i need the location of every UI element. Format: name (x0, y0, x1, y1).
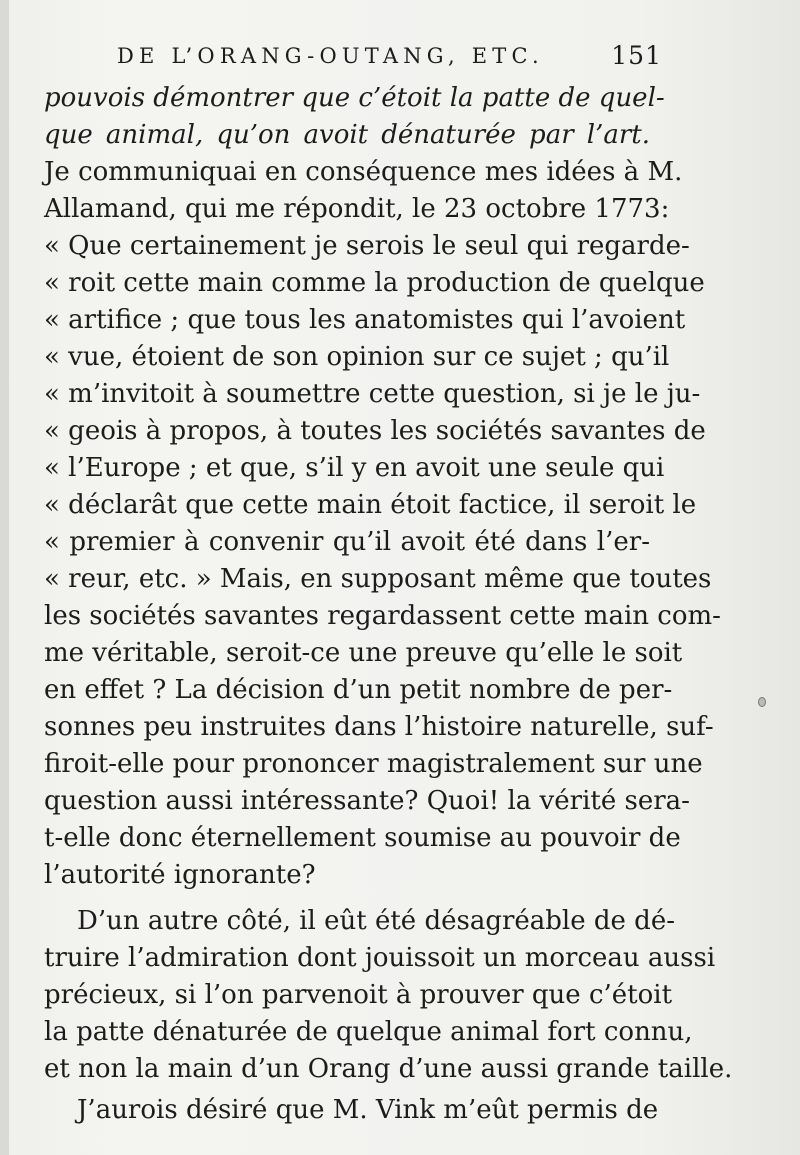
text-line: me véritable, seroit-ce une preuve qu’elle le soit (44, 638, 683, 668)
page-number: 151 (611, 41, 662, 70)
text-line: sonnes peu instruites dans l’histoire naturelle, suf- (44, 712, 714, 742)
text-line: « m’invitoit à soumettre cette question, si je le ju- (44, 379, 701, 409)
text-line: firoit-elle pour prononcer magistralement sur une (44, 749, 703, 779)
text-line: « roit cette main comme la production de quelque (44, 268, 705, 298)
text-line: « reur, etc. » Mais, en supposant même que toutes (44, 564, 712, 594)
paper-speck (758, 697, 766, 707)
text-line: les sociétés savantes regardassent cette main com- (44, 601, 721, 631)
text-line: en effet ? La décision d’un petit nombre de per- (44, 675, 673, 705)
running-head: DE L’ORANG-OUTANG, ETC. (117, 44, 544, 68)
page-header (117, 41, 662, 74)
text-line: D’un autre côté, il eût été désagréable de dé- (77, 906, 675, 936)
text-line: pouvois démontrer que c’étoit la patte de quel- (44, 83, 665, 113)
text-line: question aussi intéressante? Quoi! la vérité sera- (44, 786, 690, 816)
text-line: truire l’admiration dont jouissoit un morceau aussi (44, 943, 716, 973)
text-line: « premier à convenir qu’il avoit été dans l’er- (44, 527, 650, 557)
text-line: Allamand, qui me répondit, le 23 octobre 1773: (44, 194, 670, 224)
body-text (44, 80, 733, 1129)
text-line: « déclarât que cette main étoit factice, il seroit le (44, 490, 697, 520)
text-line: « geois à propos, à toutes les sociétés savantes de (44, 416, 706, 446)
text-line: la patte dénaturée de quelque animal fort connu, (44, 1017, 693, 1047)
text-line: « vue, étoient de son opinion sur ce sujet ; qu’il (44, 342, 670, 372)
text-line: que animal, qu’on avoit dénaturée par l’art. (44, 120, 650, 150)
text-line: Je communiquai en conséquence mes idées à M. (44, 157, 683, 187)
text-line: « Que certainement je serois le seul qui regarde- (44, 231, 690, 261)
page-edge-shadow (0, 0, 9, 1155)
text-line: « l’Europe ; et que, s’il y en avoit une seule qui (44, 453, 665, 483)
text-line: et non la main d’un Orang d’une aussi grande taille. (44, 1054, 733, 1084)
text-line: t-elle donc éternellement soumise au pouvoir de (44, 823, 681, 853)
text-line: l’autorité ignorante? (44, 860, 316, 890)
text-line: « artifice ; que tous les anatomistes qui l’avoient (44, 305, 686, 335)
text-line: précieux, si l’on parvenoit à prouver que c’étoit (44, 980, 673, 1010)
text-line: J’aurois désiré que M. Vink m’eût permis de (77, 1095, 659, 1125)
